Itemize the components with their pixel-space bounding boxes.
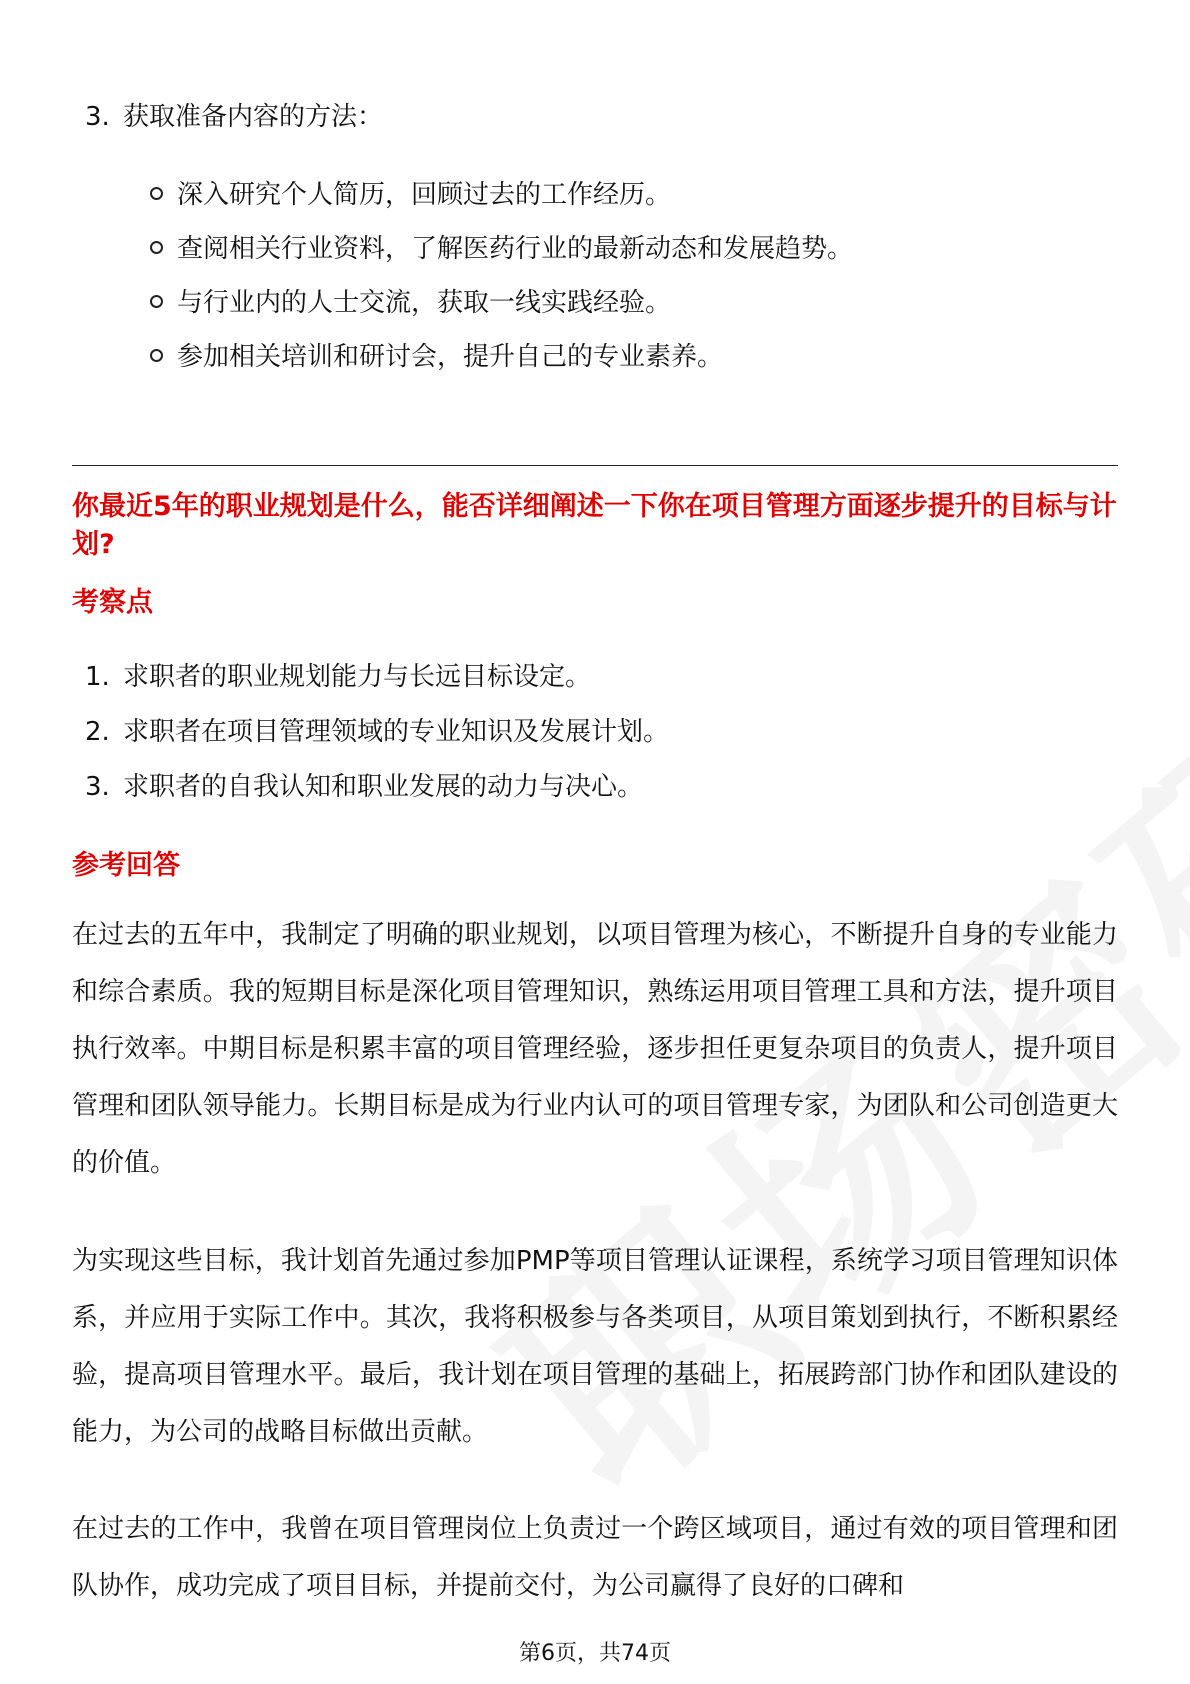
assessment-item (85, 770, 643, 804)
list-item-text: 求职者的自我认知和职业发展的动力与决心。 (123, 772, 644, 802)
hollow-bullet-icon (150, 349, 163, 362)
hollow-bullet-icon (150, 187, 163, 200)
answer-paragraph: 在过去的五年中，我制定了明确的职业规划，以项目管理为核心，不断提升自身的专业能力和综合素质。我的短期目标是深化项目管理知识，熟练运用项目管理工具和方法，提升项目执行效率。中期目标是积累丰富的项目管理经验，逐步担任更复杂项目的负责人，提升项目管理和团队领导能力。长期目标是成为行业内认可的项目管理专家，为团队和公司创造更大的价值。 (72, 920, 1118, 1178)
interview-question: 你最近5年的职业规划是什么，能否详细阐述一下你在项目管理方面逐步提升的目标与计划? (72, 491, 1117, 560)
bullet-item (150, 232, 853, 266)
bullet-item (150, 340, 723, 374)
page-number-footer: 第6页，共74页 (519, 1641, 671, 1666)
bullet-text: 查阅相关行业资料，了解医药行业的最新动态和发展趋势。 (177, 234, 854, 264)
hollow-bullet-icon (150, 241, 163, 254)
bullet-item (150, 286, 671, 320)
answer-paragraph: 在过去的工作中，我曾在项目管理岗位上负责过一个跨区域项目，通过有效的项目管理和团队协作，成功完成了项目目标，并提前交付，为公司赢得了良好的口碑和 (72, 1514, 1118, 1601)
bullet-text: 深入研究个人简历，回顾过去的工作经历。 (177, 180, 672, 210)
assessment-item (85, 715, 669, 749)
answer-heading: 参考回答 (72, 850, 180, 881)
list-number: 1. (85, 662, 110, 692)
assessment-item (85, 660, 591, 694)
section-divider (72, 465, 1118, 466)
prep-methods-item (85, 100, 383, 134)
hollow-bullet-icon (150, 295, 163, 308)
list-number: 3. (85, 772, 110, 802)
answer-paragraph: 为实现这些目标，我计划首先通过参加PMP等项目管理认证课程，系统学习项目管理知识体系，并应用于实际工作中。其次，我将积极参与各类项目，从项目策划到执行，不断积累经验，提高项目管理水平。最后，我计划在项目管理的基础上，拓展跨部门协作和团队建设的能力，为公司的战略目标做出贡献。 (72, 1246, 1118, 1447)
list-item-text: 求职者的职业规划能力与长远目标设定。 (123, 662, 592, 692)
list-number: 2. (85, 717, 110, 747)
bullet-item (150, 178, 671, 212)
list-item-text: 获取准备内容的方法： (123, 102, 384, 132)
assessment-heading: 考察点 (72, 587, 153, 618)
list-number: 3. (85, 102, 110, 132)
list-item-text: 求职者在项目管理领域的专业知识及发展计划。 (123, 717, 670, 747)
bullet-text: 与行业内的人士交流，获取一线实践经验。 (177, 288, 672, 318)
bullet-text: 参加相关培训和研讨会，提升自己的专业素养。 (177, 342, 724, 372)
